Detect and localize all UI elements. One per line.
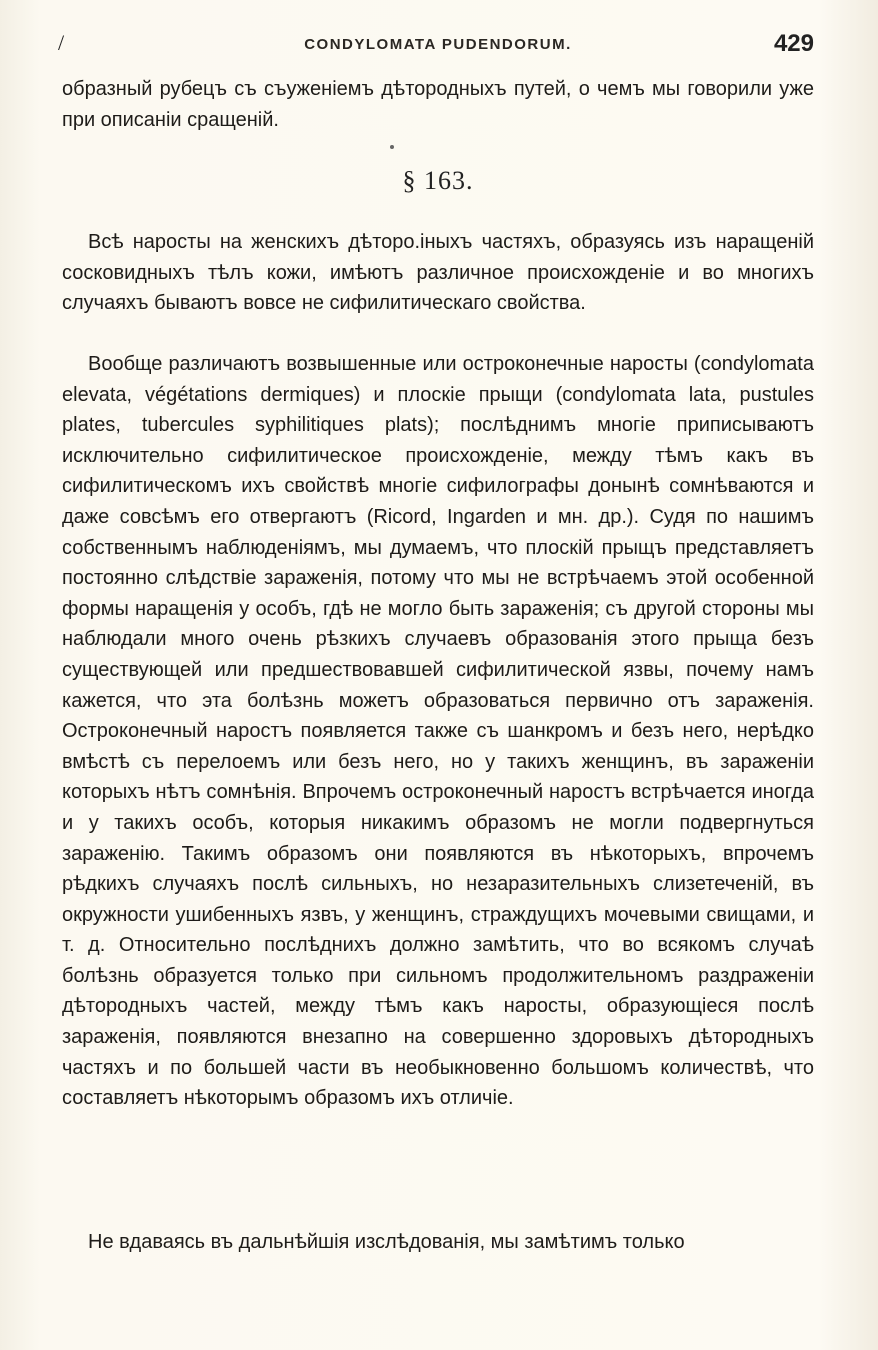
ink-dot [390,145,394,149]
paragraph: Вообще различаютъ возвышенные или остроконечные наросты (condylomata elevata, végétations dermiques) и плоскіе прыщи (condylomata lata, pustules plates, tubercules syphilitiques plats); послѣднимъ многіе приписываютъ исключительно сифилитическое происхожденіе, между тѣмъ какъ въ сифилитическомъ ихъ свойствѣ многіе сифилографы донынѣ сомнѣваются и даже совсѣмъ его отвергаютъ (Ricord, Ingarden и мн. др.). Судя по нашимъ собственнымъ наблюденіямъ, мы думаемъ, что плоскій прыщъ представляетъ постоянно слѣдствіе зараженія, потому что мы не встрѣчаемъ этой особенной формы наращенія у особъ, гдѣ не могло быть зараженія; съ другой стороны мы наблюдали много очень рѣзкихъ случаевъ образованія этого прыща безъ существующей или предшествовавшей сифилитической язвы, почему намъ кажется, что эта болѣзнь можетъ образоваться первично отъ зараженія. Остроконечный наростъ появляется также съ шанкромъ и безъ него, нерѣдко вмѣстѣ съ перелоемъ или безъ него, но у такихъ женщинъ, въ зараженіи которыхъ нѣтъ сомнѣнія. Впрочемъ остроконечный наростъ встрѣчается иногда и у такихъ особъ, которыя никакимъ образомъ не могли подвергнуться зараженію. Такимъ образомъ они появляются въ нѣкоторыхъ, впрочемъ рѣдкихъ случаяхъ послѣ сильныхъ, но незаразительныхъ слизетеченій, въ окружности ушибенныхъ язвъ, у женщинъ, страждущихъ мочевыми свищами, и т. д. Относительно послѣднихъ должно замѣтить, что во всякомъ случаѣ болѣзнь образуется только при сильномъ продолжительномъ раздраженіи дѣтородныхъ частей, между тѣмъ какъ наросты, образующіеся послѣ зараженія, появляются внезапно на совершенно здоровыхъ дѣтородныхъ частяхъ и по большей части въ необыкновенно большомъ количествѣ, что составляетъ нѣкоторымъ образомъ ихъ отличіе. [62,353,814,1110]
paragraph: Не вдаваясь въ дальнѣйшія изслѣдованія, мы замѣтимъ только [88,1231,685,1253]
paragraph: Всѣ наросты на женскихъ дѣторо.іныхъ частяхъ, образуясь изъ наращеній сосковидныхъ тѣлъ кожи, имѣютъ различное происхожденіе и во многихъ случаяхъ бываютъ вовсе не сифилитическаго свойства. [62,231,814,315]
page-header [58,30,814,60]
pencil-mark: / [58,30,65,55]
paragraph-continued: образный рубецъ съ съуженіемъ дѣтородныхъ путей, о чемъ мы говорили уже при описаніи сращеній. [62,78,814,131]
section-heading: § 163. [402,166,474,195]
running-title: CONDYLOMATA PUDENDORUM. [304,36,572,53]
page-number: 429 [773,30,814,57]
